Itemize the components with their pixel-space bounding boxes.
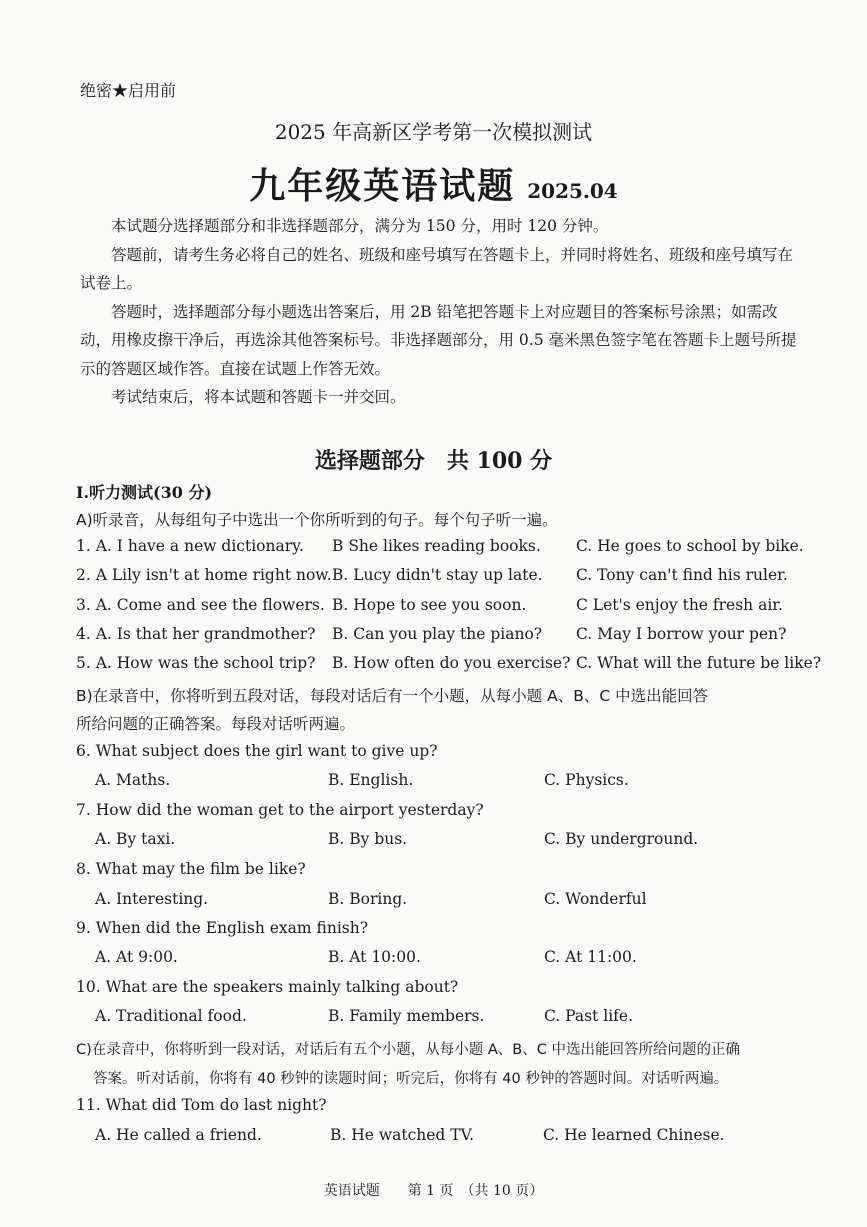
question-stem: 6. What subject does the girl want to give up? <box>76 742 438 760</box>
option-a: A. Come and see the flowers. <box>95 596 325 614</box>
question-stem: 7. How did the woman get to the airport yesterday? <box>76 801 484 819</box>
question-stem: 9. When did the English exam finish? <box>76 919 369 937</box>
list-item <box>76 537 304 555</box>
section-heading: 选择题部分 共 100 分 <box>314 448 553 474</box>
item-number: 5. <box>76 654 91 672</box>
option-b: B. By bus. <box>328 830 408 848</box>
notice-block <box>80 212 798 412</box>
option-a: A. At 9:00. <box>95 948 178 966</box>
section-b-instruction-cont: 所给问题的正确答案。每段对话听两遍。 <box>76 715 356 733</box>
option-c: C. Tony can't find his ruler. <box>576 566 788 584</box>
option-c: C Let's enjoy the fresh air. <box>576 596 783 614</box>
section-c-instruction-cont: 答案。听对话前，你将有 40 秒钟的读题时间；听完后，你将有 40 秒钟的答题时间。对话听两遍。 <box>93 1071 729 1087</box>
question-stem: 8. What may the film be like? <box>76 860 306 878</box>
option-a: A. I have a new dictionary. <box>95 537 304 555</box>
section-a-instruction: A)听录音，从每组句子中选出一个你所听到的句子。每个句子听一遍。 <box>76 511 558 529</box>
option-a: A. Maths. <box>95 771 171 789</box>
option-a: A Lily isn't at home right now. <box>95 566 332 584</box>
item-number: 3. <box>76 596 91 614</box>
notice-paragraph: 答题时，选择题部分每小题选出答案后，用 2B 铅笔把答题卡上对应题目的答案标号涂黑；如需改动，用橡皮擦干净后，再选涂其他答案标号。非选择题部分，用 0.5 毫米黑色签字笔在答题卡上题号所提示的答题区域作答。直接在试题上作答无效。 <box>80 302 797 378</box>
option-c: C. Physics. <box>544 771 629 789</box>
option-b: B. At 10:00. <box>328 948 421 966</box>
section-c-instruction: C)在录音中，你将听到一段对话，对话后有五个小题，从每小题 A、B、C 中选出能回答所给问题的正确 <box>76 1042 740 1058</box>
title-row <box>0 158 867 209</box>
page-title: 九年级英语试题 <box>249 165 516 207</box>
section-b-instruction: B)在录音中，你将听到五段对话，每段对话后有一个小题，从每小题 A、B、C 中选出能回答 <box>76 687 709 705</box>
option-c: C. What will the future be like? <box>576 654 822 672</box>
exam-name: 2025 年高新区学考第一次模拟测试 <box>274 120 593 144</box>
list-item <box>76 654 316 672</box>
list-item <box>76 566 332 584</box>
notice-paragraph: 考试结束后，将本试题和答题卡一并交回。 <box>111 388 406 406</box>
option-c: C. He goes to school by bike. <box>576 537 804 555</box>
option-b: B. Lucy didn't stay up late. <box>332 566 543 584</box>
question-stem: 11. What did Tom do last night? <box>76 1096 327 1114</box>
option-b: B. Can you play the piano? <box>332 625 543 643</box>
option-b: B. Family members. <box>328 1007 485 1025</box>
option-a: A. Is that her grandmother? <box>95 625 316 643</box>
list-item <box>76 596 325 614</box>
option-b: B. English. <box>328 771 414 789</box>
option-c: C. May I borrow your pen? <box>576 625 787 643</box>
option-b: B. How often do you exercise? <box>332 654 571 672</box>
option-a: A. Traditional food. <box>95 1007 247 1025</box>
option-b: B. Boring. <box>328 890 408 908</box>
confidential-label: 绝密★启用前 <box>80 81 177 100</box>
item-number: 1. <box>76 537 91 555</box>
item-number: 4. <box>76 625 91 643</box>
option-c: C. At 11:00. <box>544 948 637 966</box>
notice-paragraph: 答题前，请考生务必将自己的姓名、班级和座号填写在答题卡上，并同时将姓名、班级和座号填写在试卷上。 <box>80 245 794 292</box>
option-c: C. Past life. <box>544 1007 633 1025</box>
question-stem: 10. What are the speakers mainly talking about? <box>76 978 459 996</box>
part-heading: I.听力测试(30 分) <box>76 483 213 502</box>
option-c: C. He learned Chinese. <box>543 1126 725 1144</box>
option-c: C. By underground. <box>544 830 699 848</box>
item-number: 2. <box>76 566 91 584</box>
option-b: B. He watched TV. <box>330 1126 475 1144</box>
exam-date: 2025.04 <box>527 179 618 203</box>
option-c: C. Wonderful <box>544 890 647 908</box>
option-b: B. Hope to see you soon. <box>332 596 527 614</box>
option-b: B She likes reading books. <box>332 537 541 555</box>
option-a: A. By taxi. <box>95 830 176 848</box>
option-a: A. How was the school trip? <box>95 654 316 672</box>
page-footer: 英语试题 第 1 页 （共 10 页） <box>323 1183 544 1199</box>
list-item <box>76 625 316 643</box>
notice-paragraph: 本试题分选择题部分和非选择题部分，满分为 150 分，用时 120 分钟。 <box>111 217 609 235</box>
option-a: A. He called a friend. <box>95 1126 262 1144</box>
option-a: A. Interesting. <box>95 890 209 908</box>
